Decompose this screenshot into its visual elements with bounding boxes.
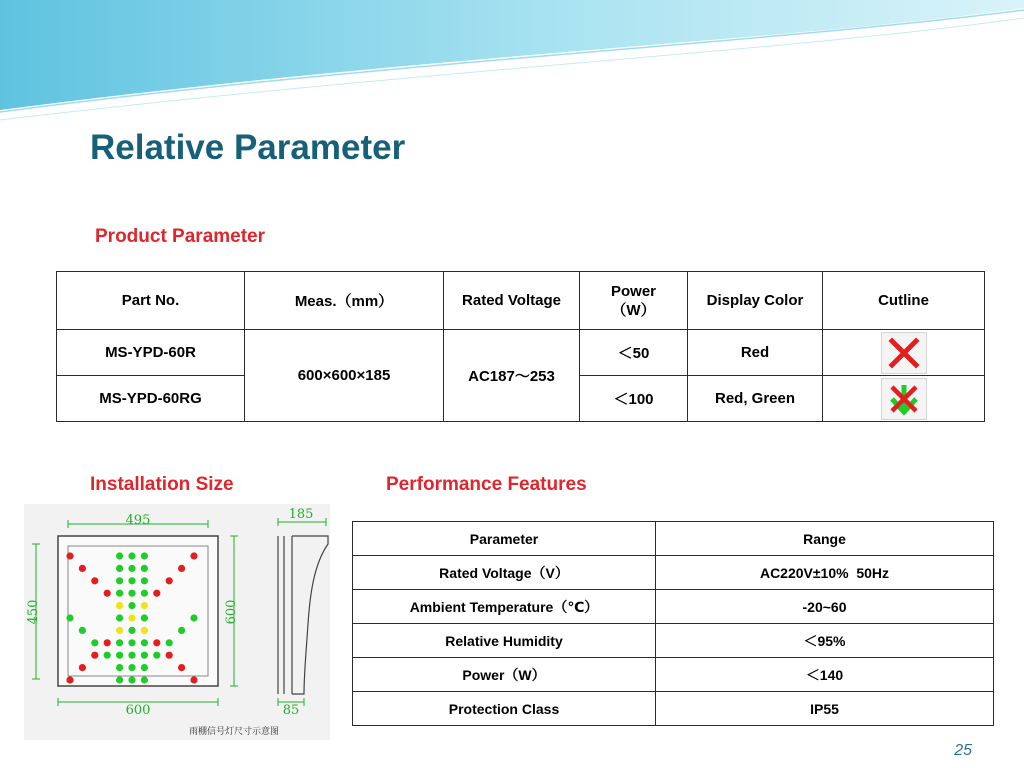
led-dot xyxy=(116,577,123,584)
led-dot xyxy=(190,676,197,683)
table-header-row xyxy=(353,522,994,556)
led-dot xyxy=(128,565,135,572)
led-dot xyxy=(66,676,73,683)
column-header: Cutline xyxy=(823,272,985,330)
led-dot xyxy=(190,614,197,621)
led-dot xyxy=(141,652,148,659)
slide-title: Relative Parameter xyxy=(90,128,406,167)
column-header: Rated Voltage xyxy=(444,272,580,330)
cutline-cell xyxy=(823,376,985,422)
led-dot xyxy=(116,614,123,621)
table-row xyxy=(353,556,994,590)
led-dot xyxy=(128,590,135,597)
power-cell: ＜100 xyxy=(580,376,688,422)
led-dot xyxy=(128,652,135,659)
led-dot xyxy=(79,664,86,671)
display-color-cell: Red xyxy=(688,330,823,376)
performance-features-heading: Performance Features xyxy=(386,474,587,495)
led-dot xyxy=(66,614,73,621)
led-dot xyxy=(128,614,135,621)
led-dot xyxy=(178,627,185,634)
range-cell: ＜140 xyxy=(656,658,994,692)
led-dot xyxy=(128,552,135,559)
range-cell: IP55 xyxy=(656,692,994,726)
led-dot xyxy=(116,639,123,646)
led-dot xyxy=(128,577,135,584)
led-dot xyxy=(79,627,86,634)
led-dot xyxy=(116,676,123,683)
table-header-row xyxy=(57,272,985,330)
power-cell: ＜50 xyxy=(580,330,688,376)
led-dot xyxy=(141,614,148,621)
led-dot xyxy=(116,590,123,597)
rated-voltage-cell: AC187～253 xyxy=(444,330,580,422)
led-dot xyxy=(153,639,160,646)
led-dot xyxy=(116,602,123,609)
column-header: Range xyxy=(656,522,994,556)
parameter-cell: Rated Voltage（V） xyxy=(353,556,656,590)
led-dot xyxy=(153,590,160,597)
column-header: Power （W） xyxy=(580,272,688,330)
led-dot xyxy=(91,639,98,646)
range-cell: ＜95% xyxy=(656,624,994,658)
led-dot xyxy=(104,590,111,597)
column-header: Display Color xyxy=(688,272,823,330)
dimension-depth-bottom: 85 xyxy=(282,703,300,718)
led-dot xyxy=(141,627,148,634)
led-dot xyxy=(141,590,148,597)
led-dot xyxy=(128,627,135,634)
led-dot xyxy=(116,664,123,671)
page-number: 25 xyxy=(954,742,972,759)
installation-drawing xyxy=(24,504,330,740)
parameter-cell: Power（W） xyxy=(353,658,656,692)
dimension-bottom: 600 xyxy=(125,703,151,718)
table-row xyxy=(353,658,994,692)
dimension-height-left: 450 xyxy=(26,599,41,625)
led-dot xyxy=(166,639,173,646)
table-row xyxy=(353,624,994,658)
led-dot xyxy=(166,652,173,659)
header-wave-decoration xyxy=(0,0,1024,130)
led-dot xyxy=(141,552,148,559)
led-dot xyxy=(91,577,98,584)
product-parameter-table xyxy=(56,271,985,422)
table-row xyxy=(353,590,994,624)
led-dot xyxy=(166,577,173,584)
led-dot xyxy=(141,639,148,646)
dimension-height-right: 600 xyxy=(224,599,239,625)
led-dot xyxy=(141,602,148,609)
led-dot xyxy=(79,565,86,572)
led-dot xyxy=(104,652,111,659)
led-dot xyxy=(116,552,123,559)
led-dot xyxy=(116,652,123,659)
product-parameter-heading: Product Parameter xyxy=(95,226,266,247)
led-dot xyxy=(141,577,148,584)
cutline-cell xyxy=(823,330,985,376)
range-cell: -20~60 xyxy=(656,590,994,624)
column-header: Meas.（mm） xyxy=(245,272,444,330)
led-dot xyxy=(190,552,197,559)
led-dot xyxy=(128,676,135,683)
display-color-cell: Red, Green xyxy=(688,376,823,422)
led-dot xyxy=(128,602,135,609)
led-dot xyxy=(178,664,185,671)
led-dot xyxy=(91,652,98,659)
led-dot xyxy=(116,565,123,572)
dimension-width: 495 xyxy=(125,513,151,528)
led-dot xyxy=(178,565,185,572)
led-dot xyxy=(141,676,148,683)
performance-features-table xyxy=(352,521,994,726)
parameter-cell: Relative Humidity xyxy=(353,624,656,658)
part-no-cell: MS-YPD-60R xyxy=(57,330,245,376)
led-dot xyxy=(128,664,135,671)
led-dot xyxy=(141,565,148,572)
column-header: Part No. xyxy=(57,272,245,330)
led-dot xyxy=(116,627,123,634)
table-row xyxy=(57,330,985,376)
red-cross-green-arrow-icon xyxy=(881,378,927,420)
installation-size-heading: Installation Size xyxy=(90,474,234,495)
dimension-depth-top: 185 xyxy=(288,507,314,522)
part-no-cell: MS-YPD-60RG xyxy=(57,376,245,422)
parameter-cell: Protection Class xyxy=(353,692,656,726)
table-row xyxy=(353,692,994,726)
measurement-cell: 600×600×185 xyxy=(245,330,444,422)
parameter-cell: Ambient Temperature（℃） xyxy=(353,590,656,624)
led-dot xyxy=(66,552,73,559)
led-dot xyxy=(128,639,135,646)
column-header: Parameter xyxy=(353,522,656,556)
drawing-caption: 雨棚信号灯尺寸示意图 xyxy=(188,727,280,737)
led-dot xyxy=(141,664,148,671)
red-cross-icon xyxy=(881,332,927,374)
range-cell: AC220V±10% 50Hz xyxy=(656,556,994,590)
led-dot xyxy=(104,639,111,646)
led-dot xyxy=(153,652,160,659)
